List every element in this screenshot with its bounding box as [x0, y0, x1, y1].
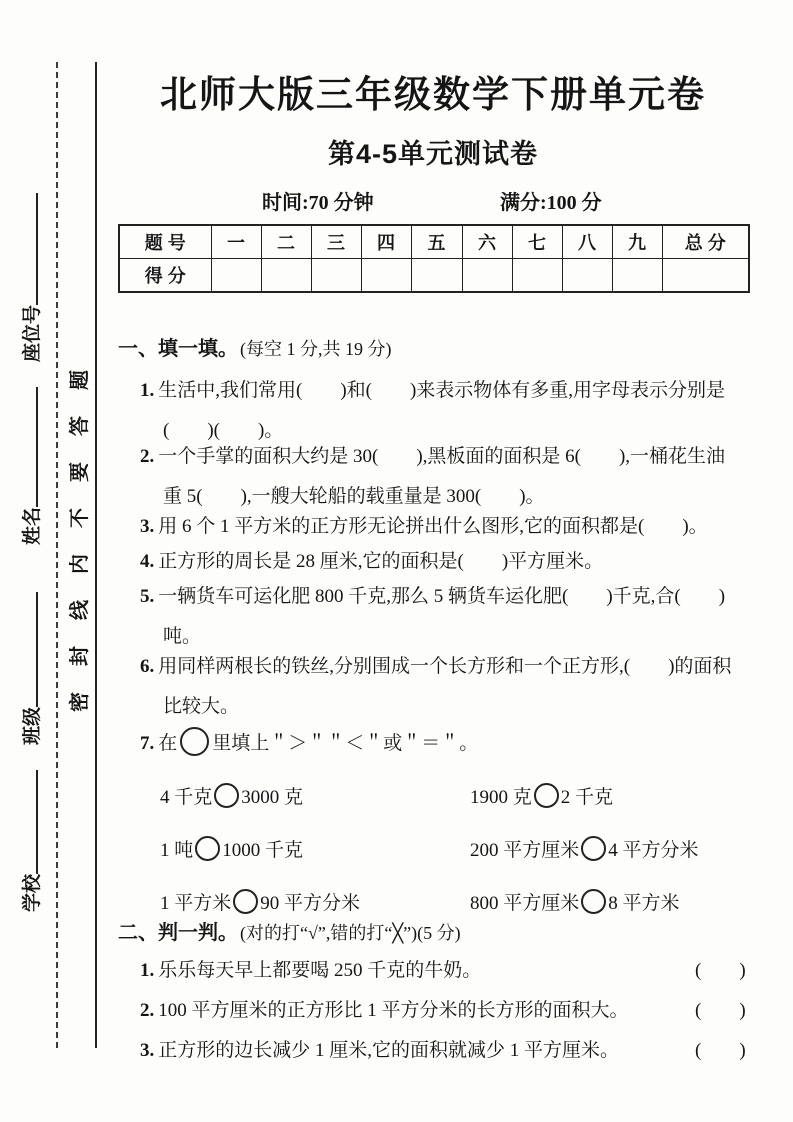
name-field-label: 姓名: [22, 506, 43, 545]
score-table-header-cell: 七: [512, 225, 562, 259]
compare-operand: 3000 克: [241, 787, 304, 808]
item-text: 100 平方厘米的正方形比 1 平方分米的长方形的面积大。: [158, 1000, 629, 1021]
fill-item-3: [140, 514, 708, 540]
item-number: 3.: [140, 516, 155, 537]
item-number: 1.: [140, 380, 155, 401]
score-table-header-cell: 题 号: [119, 225, 211, 259]
comparison-1-right: [470, 783, 613, 811]
item-text: 在: [158, 733, 178, 754]
item-text: 一辆货车可运化肥 800 千克,那么 5 辆货车运化肥( )千克,合( ): [158, 586, 726, 607]
compare-operand: 90 平方分米: [260, 893, 361, 914]
seal-solid-line: [95, 62, 97, 1048]
fill-item-5-line-2: [163, 624, 201, 650]
item-number: 2.: [140, 1000, 155, 1021]
compare-operand: 1900 克: [470, 787, 532, 808]
compare-operand: 1 吨: [160, 840, 194, 861]
item-text: 用同样两根长的铁丝,分别围成一个长方形和一个正方形,( )的面积: [158, 656, 732, 677]
score-cell: [261, 259, 311, 293]
judge-item-1: [140, 958, 481, 984]
fill-item-1-line-1: [140, 378, 725, 404]
fill-item-1-line-2: [163, 418, 283, 444]
compare-operand: 200 平方厘米: [470, 840, 580, 861]
score-cell: [211, 259, 261, 293]
fill-item-4: [140, 549, 603, 575]
comparison-2-right: [470, 836, 699, 864]
item-number: 6.: [140, 656, 155, 677]
section-two-heading-note: (对的打“√”,错的打“╳”)(5 分): [240, 923, 461, 943]
item-number: 4.: [140, 551, 155, 572]
score-table: [118, 224, 750, 293]
judge-item-3-answer-blank: ( ): [695, 1040, 746, 1061]
section-two-heading-title: 二、判一判。: [118, 922, 238, 944]
item-text: 比较大。: [163, 696, 240, 717]
compare-operand: 1000 千克: [222, 840, 304, 861]
fill-item-7: [140, 727, 478, 757]
item-text: 一个手掌的面积大约是 30( ),黑板面的面积是 6( ),一桶花生油: [158, 446, 726, 467]
judge-item-3: [140, 1038, 619, 1064]
compare-circle-blank-icon: [233, 889, 258, 914]
class-field: [17, 587, 41, 745]
class-fill-line: [21, 592, 38, 707]
score-table-header-cell: 二: [261, 225, 311, 259]
school-fill-line: [21, 770, 38, 874]
compare-circle-blank-icon: [581, 836, 606, 861]
score-table-header-cell: 五: [411, 225, 462, 259]
item-number: 2.: [140, 446, 155, 467]
compare-operand: 2 千克: [560, 787, 614, 808]
page-subtitle: 第4-5单元测试卷: [327, 139, 539, 169]
compare-operand: 800 平方厘米: [470, 893, 580, 914]
compare-circle-blank-icon: [195, 836, 220, 861]
item-text: 正方形的边长减少 1 厘米,它的面积就减少 1 平方厘米。: [158, 1040, 620, 1061]
compare-circle-blank-icon: [180, 727, 209, 756]
comparison-2-left: [160, 836, 303, 864]
score-cell: [462, 259, 512, 293]
class-field-label: 班级: [22, 706, 43, 745]
compare-operand: 4 平方分米: [608, 840, 699, 861]
seat-number-fill-line: [21, 193, 38, 305]
score-table-header-cell: 三: [311, 225, 361, 259]
item-text: 重 5( ),一艘大轮船的载重量是 300( )。: [163, 486, 545, 507]
item-text: 正方形的周长是 28 厘米,它的面积是( )平方厘米。: [158, 551, 604, 572]
item-text: 用 6 个 1 平方米的正方形无论拼出什么图形,它的面积都是( )。: [158, 516, 708, 537]
comparison-1-left: [160, 783, 303, 811]
judge-item-2-answer-blank: ( ): [695, 1000, 746, 1021]
score-table-header-cell: 总 分: [662, 225, 749, 259]
time-label: 时间:70 分钟: [262, 192, 374, 214]
seat-number-field: [17, 190, 41, 362]
compare-operand: 8 平方米: [608, 893, 680, 914]
score-cell: [512, 259, 562, 293]
score-table-header-cell: 一: [211, 225, 261, 259]
compare-circle-blank-icon: [214, 783, 239, 808]
judge-item-1-answer-blank: ( ): [695, 960, 746, 981]
item-number: 5.: [140, 586, 155, 607]
score-table-score-row: [119, 259, 749, 293]
score-cell: [562, 259, 612, 293]
school-field: [17, 762, 41, 912]
fill-item-6-line-2: [163, 694, 239, 720]
name-field: [17, 385, 41, 545]
item-number: 3.: [140, 1040, 155, 1061]
item-text: 乐乐每天早上都要喝 250 千克的牛奶。: [158, 960, 482, 981]
judge-item-2: [140, 998, 629, 1024]
item-number: 7.: [140, 733, 155, 754]
score-table-header-cell: 四: [361, 225, 411, 259]
score-cell: [411, 259, 462, 293]
score-cell: [662, 259, 749, 293]
section-one-heading-title: 一、填一填。: [118, 338, 238, 360]
score-table-header-cell: 六: [462, 225, 512, 259]
compare-circle-blank-icon: [534, 783, 559, 808]
section-one-heading: [118, 336, 392, 363]
name-fill-line: [21, 387, 38, 507]
comparison-3-left: [160, 889, 360, 917]
compare-operand: 4 千克: [160, 787, 213, 808]
section-one-heading-note: (每空 1 分,共 19 分): [240, 339, 392, 359]
compare-circle-blank-icon: [581, 889, 606, 914]
item-text: ( )( )。: [163, 420, 284, 441]
school-field-label: 学校: [22, 873, 43, 912]
score-table-header-cell: 九: [612, 225, 662, 259]
section-two-heading: [118, 920, 461, 947]
item-number: 1.: [140, 960, 155, 981]
fill-item-6-line-1: [140, 654, 731, 680]
item-text: 吨。: [163, 626, 202, 647]
compare-operand: 1 平方米: [160, 893, 232, 914]
comparison-3-right: [470, 889, 680, 917]
fill-item-5-line-1: [140, 584, 725, 610]
seal-dashed-line: [56, 62, 58, 1048]
fill-item-2-line-1: [140, 444, 725, 470]
item-text: 生活中,我们常用( )和( )来表示物体有多重,用字母表示分别是: [158, 380, 726, 401]
fill-item-2-line-2: [163, 484, 545, 510]
full-score-label: 满分:100 分: [500, 192, 602, 214]
seal-warning-text: 密 封 线 内 不 要 答 题: [69, 367, 91, 712]
score-table-header-cell: 八: [562, 225, 612, 259]
score-table-header-row: [119, 225, 749, 259]
score-cell: [311, 259, 361, 293]
item-text: 里填上＂＞＂＂＜＂或＂＝＂。: [212, 733, 479, 754]
page-title: 北师大版三年级数学下册单元卷: [160, 74, 706, 115]
score-row-label: 得 分: [119, 259, 211, 293]
score-cell: [612, 259, 662, 293]
seat-number-field-label: 座位号: [22, 304, 43, 362]
score-cell: [361, 259, 411, 293]
